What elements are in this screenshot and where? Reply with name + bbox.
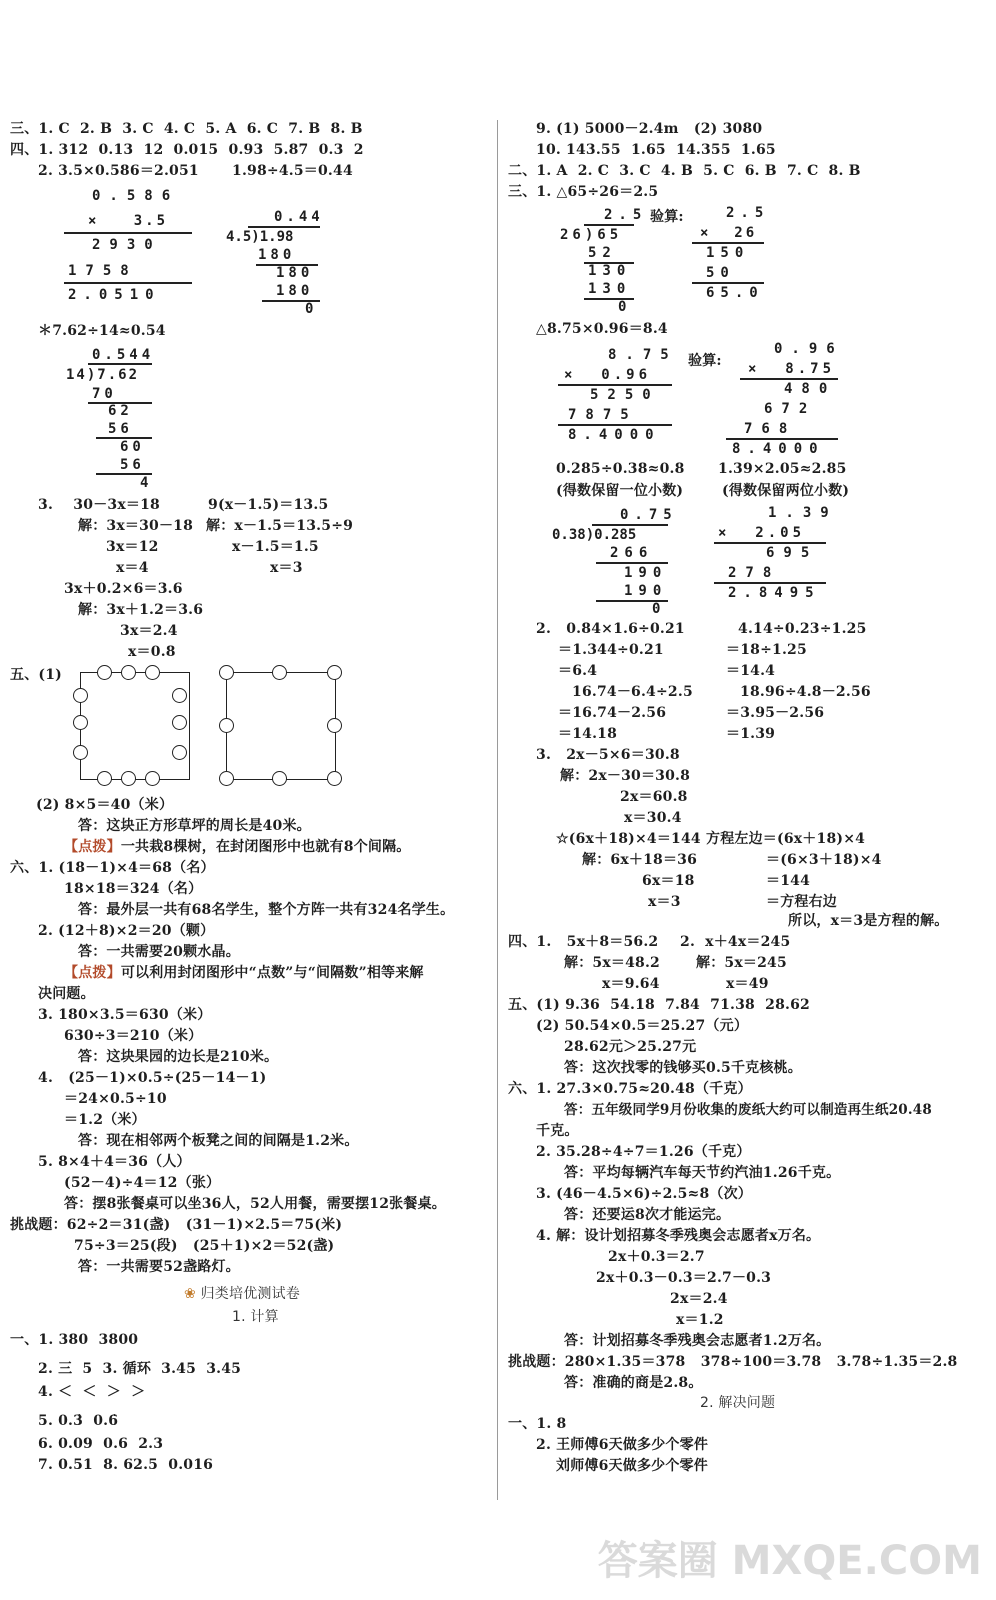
section-5-label: 五、(1) xyxy=(10,667,62,683)
calc-2b-2: ＝18÷1.25 xyxy=(726,642,807,658)
challenge-right: 挑战题：280×1.35＝378 378÷100＝3.78 3.78÷1.35＝2.8 xyxy=(508,1354,958,1370)
p6-answers: 6. 0.09 0.6 2.3 xyxy=(38,1436,164,1452)
s6-2-calc: 2. 35.28÷4÷7＝1.26（千克） xyxy=(536,1144,751,1160)
verify-3: ＝144 xyxy=(766,873,811,889)
section-2-answers: 二、1. A 2. C 3. C 4. B 5. C 6. B 7. C 8. B xyxy=(508,163,861,179)
q6-4-result: ＝1.2（米） xyxy=(64,1112,146,1128)
q9-answers: 9. (1) 5000－2.4m (2) 3080 xyxy=(536,121,763,137)
eq-3a-2: 解：2x－30＝30.8 xyxy=(560,768,691,784)
q6-4-step: ＝24×0.5÷10 xyxy=(64,1091,167,1107)
s6-4-answer: 答：计划招募冬季残奥会志愿者1.2万名。 xyxy=(564,1333,831,1349)
s6-1-calc: 六、1. 27.3×0.75≈20.48（千克） xyxy=(508,1081,752,1097)
approx-2: 1.39×2.05≈2.85 xyxy=(718,461,847,477)
q2-answer: 2. 王师傅6天做多少个零件 xyxy=(536,1437,709,1453)
q6-3-calc: 3. 180×3.5＝630（米） xyxy=(38,1007,212,1023)
q6-2-calc: 2. (12＋8)×2＝20（颗） xyxy=(38,923,215,939)
perimeter-answer: 答：这块正方形草坪的周长是40米。 xyxy=(78,818,311,834)
s4-eq-2b: 解：5x＝245 xyxy=(696,955,787,971)
section-3-q1: 三、1. △65÷26＝2.5 xyxy=(508,184,659,200)
paw-icon: ❀ xyxy=(184,1286,196,1302)
q1-answer: 一、1. 8 xyxy=(508,1416,567,1432)
keep-1: (得数保留一位小数) xyxy=(556,483,684,499)
tip-2: 【点拨】可以利用封闭图形中“点数”与“间隔数”相等来解 xyxy=(64,965,424,981)
verify-2: ＝(6×3＋18)×4 xyxy=(766,852,882,868)
challenge-left-answer: 答：一共需要52盏路灯。 xyxy=(78,1259,240,1275)
s6-1-answer-cont: 千克。 xyxy=(536,1123,579,1139)
q6-1-calc: 六、1. (18－1)×4＝68（名） xyxy=(10,860,215,876)
s6-4-eq4: x＝1.2 xyxy=(676,1312,724,1328)
eq-3b-2: 解：6x＋18＝36 xyxy=(582,852,698,868)
eq-3a-3: 2x＝60.8 xyxy=(620,789,688,805)
column-divider xyxy=(497,120,498,1500)
calc-2a-3: ＝6.4 xyxy=(558,663,598,679)
s4-eq-1b: 解：5x＝48.2 xyxy=(564,955,660,971)
calc-2a-1: 2. 0.84×1.6÷0.21 xyxy=(536,621,685,637)
s4-eq-1c: x＝9.64 xyxy=(602,976,660,992)
tip-1: 【点拨】一共栽8棵树，在封闭图形中也就有8个间隔。 xyxy=(64,839,411,855)
section-heading: ❀ 归类培优测试卷 xyxy=(184,1286,300,1302)
eq-3a-1: 3. 2x－5×6＝30.8 xyxy=(536,747,680,763)
verify-conclusion: 所以，x＝3是方程的解。 xyxy=(788,913,949,929)
approx-1: 0.285÷0.38≈0.8 xyxy=(556,461,685,477)
calc-2b-1: 4.14÷0.23÷1.25 xyxy=(738,621,867,637)
s5-compare: 28.62元＞25.27元 xyxy=(564,1039,697,1055)
q2-answer-b: 刘师傅6天做多少个零件 xyxy=(556,1458,708,1474)
keep-2: (得数保留两位小数) xyxy=(722,483,850,499)
calc-2d-1: 18.96÷4.8－2.56 xyxy=(740,684,871,700)
eq-3a-4: x＝30.4 xyxy=(624,810,682,826)
eq-3b-1: ☆(6x＋18)×4＝144 xyxy=(556,831,701,847)
challenge-left: 挑战题：62÷2＝31(盏) (31－1)×2.5＝75(米) xyxy=(10,1217,343,1233)
s6-4-setup: 4. 解：设计划招募冬季残奥会志愿者x万名。 xyxy=(536,1228,821,1244)
s6-1-answer: 答：五年级同学9月份收集的废纸大约可以制造再生纸20.48 xyxy=(564,1102,932,1118)
calc-2b-3: ＝14.4 xyxy=(726,663,776,679)
challenge-right-answer: 答：准确的商是2.8。 xyxy=(564,1375,703,1391)
q6-3-calc-b: 630÷3＝210（米） xyxy=(64,1028,203,1044)
calc-2d-2: ＝3.95－2.56 xyxy=(726,705,825,721)
p5-answers: 5. 0.3̇ 0.6̇ xyxy=(38,1413,119,1429)
q6-4-answer: 答：现在相邻两个板凳之间的间隔是1.2米。 xyxy=(78,1133,359,1149)
right-column: 9. (1) 5000－2.4m (2) 3080 10. 143.55 1.65 14.355 1.65 二、1. A 2. C 3. C 4. B 5. C 6. B 7. C 8. B 三、1. △65÷26＝2.5 2.5 26)65 52 130 130 0 验算: 2.5 × 26 150 50 65.0 △8.75×0.96＝8.4 8.75 × 0.96 5250 7875 8.4000 验算: 0.96 × 8.75 480 672 768 8.4000 0.285÷0.38≈0.8 1.39×2.05≈2.85 (得数保留一位小数) (得数保留两位小数) 0.75 0.38)0.285 266 190 190 0 1.39 × 2.05 695 278 2.8495 2. 0.84×1.6÷0.21 ＝1.344÷0.21 ＝6.4 16.74－6.4÷2.5 ＝16.74－2.56 ＝14.18 4.14÷0.23÷1.25 ＝18÷1.25 ＝14.4 18.96÷4.8－2.56 ＝3.95－2.56 ＝1.39 3. 2x－5×6＝30.8 解：2x－30＝30.8 2x＝60.8 x＝30.4 ☆(6x＋18)×4＝144 解：6x＋18＝36 6x＝18 x＝3 方程左边＝(6x＋18)×4 ＝(6×3＋18)×4 ＝144 ＝方程右边 所以，x＝3是方程的解。 四、1. 5x＋8＝56.2 解：5x＝48.2 x＝9.64 2. x＋4x＝245 解：5x＝245 x＝49 五、(1) 9.36 54.18 7.84 71.38 28.62 (2) 50.54×0.5＝25.27（元） 28.62元＞25.27元 答：这次找零的钱够买0.5千克核桃。 六、1. 27.3×0.75≈20.48（千克） 答：五年级同学9月份收集的废纸大约可以制造再生纸20.48 千克。 2. 35.28÷4÷7＝1.26（千克） 答：平均每辆汽车每天节约汽油1.26千克。 3. (46－4.5×6)÷2.5≈8（次） 答：还要运8次才能运完。 4. 解：设计划招募冬季残奥会志愿者x万名。 2x＋0.3＝2.7 2x＋0.3－0.3＝2.7－0.3 2x＝2.4 x＝1.2 答：计划招募冬季残奥会志愿者1.2万名。 挑战题：280×1.35＝378 378÷100＝3.78 3.78÷1.35＝2.8 答：准确的商是2.8。 2. 解决问题 一、1. 8 2. 王师傅6天做多少个零件 刘师傅6天做多少个零件 xyxy=(508,121,958,1474)
s6-3-answer: 答：还要运8次才能运完。 xyxy=(564,1207,731,1223)
calc-2a-2: ＝1.344÷0.21 xyxy=(558,642,664,658)
left-column: 三、1. C 2. B 3. C 4. C 5. A 6. C 7. B 8. B 四、1. 312 0.13 12 0.015 0.93 5.87 0.3 2 2. 3.5×0.586＝2.051 1.98÷4.5＝0.44 0.586 × 3.5 2930 1758 2.0510 0.44 4.5)1.98 180 180 180 0 ＊7.62÷14≈0.54 0.544 14)7.62 70 62 56 60 56 4 3. 30－3x＝18 解：3x＝30－18 3x＝12 x＝4 9(x－1.5)＝13.5 解：x－1.5＝13.5÷9 x－1.5＝1.5 x＝3 3x＋0.2×6＝3.6 解：3x＋1.2＝3.6 3x＝2.4 x＝0.8 五、(1) (2) 8×5＝40（米） 答：这块正方形草坪的周长是40米。 【点拨】一共栽8棵树，在封闭图形中也就有8个间隔。 六、1. (18－1)×4＝68（名） 18×18＝324（名） 答：最外层一共有68名学生，整个方阵一共有324名学生。 2. (12＋8)×2＝20（颗） 答：一共需要20颗水晶。 【点拨】可以利用封闭图形中“点数”与“间隔数”相等来解 决问题。 3. 180×3.5＝630（米） 630÷3＝210（米） 答：这块果园的边长是210米。 4. (25－1)×0.5÷(25－14－1) ＝24×0.5÷10 ＝1.2（米） 答：现在相邻两个板凳之间的间隔是1.2米。 5. 8×4＋4＝36（人） (52－4)÷4＝12（张） 答：摆8张餐桌可以坐36人，52人用餐，需要摆12张餐桌。 挑战题：62÷2＝31(盏) (31－1)×2.5＝75(米) 75÷3＝25(段) (25＋1)×2＝52(盏) 答：一共需要52盏路灯。 ❀ 归类培优测试卷 1. 计算 一、1. 380 3800 2. 三 5 3. 循环 3.45 3.45 4. ＜ ＜ ＞ ＞ 5. 0.3̇ 0.6̇ 6. 0.09 0.6 2.3 7. 0.51 8. 62.5 0.016 xyxy=(10,121,455,1473)
section-3-q2: △8.75×0.96＝8.4 xyxy=(536,321,668,337)
s6-4-eq2: 2x＋0.3－0.3＝2.7－0.3 xyxy=(596,1270,772,1286)
s5-answer: 答：这次找零的钱够买0.5千克核桃。 xyxy=(564,1060,802,1076)
calc-2c-2: ＝16.74－2.56 xyxy=(558,705,667,721)
s4-eq-2: 2. x＋4x＝245 xyxy=(680,934,791,950)
check-label-2: 验算: xyxy=(688,353,722,369)
calc-2c-3: ＝14.18 xyxy=(558,726,618,742)
q6-5-calc: 5. 8×4＋4＝36（人） xyxy=(38,1154,191,1170)
s6-4-eq3: 2x＝2.4 xyxy=(670,1291,728,1307)
s6-4-eq1: 2x＋0.3＝2.7 xyxy=(608,1249,705,1265)
challenge-left-b: 75÷3＝25(段) (25＋1)×2＝52(盏) xyxy=(74,1238,335,1254)
verify-1: 方程左边＝(6x＋18)×4 xyxy=(706,831,866,847)
s4-eq-1: 四、1. 5x＋8＝56.2 xyxy=(508,934,659,950)
q6-5-answer: 答：摆8张餐桌可以坐36人，52人用餐，需要摆12张餐桌。 xyxy=(64,1196,446,1212)
q6-2-answer: 答：一共需要20颗水晶。 xyxy=(78,944,240,960)
eq-3b-3: 6x＝18 xyxy=(642,873,695,889)
mult-equation: 2. 3.5×0.586＝2.051 xyxy=(38,163,199,179)
check-label-1: 验算: xyxy=(650,209,684,225)
section-3-answers: 三、1. C 2. B 3. C 4. C 5. A 6. C 7. B 8. B xyxy=(10,121,363,137)
p7-answers: 7. 0.51 8. 62.5 0.016 xyxy=(38,1457,214,1473)
s5-calc: (2) 50.54×0.5＝25.27（元） xyxy=(536,1018,749,1034)
q6-1-calc-b: 18×18＝324（名） xyxy=(64,881,203,897)
watermark-logo: 答案圈 MXQE.COM xyxy=(597,1538,982,1584)
s5-answers: 五、(1) 9.36 54.18 7.84 71.38 28.62 xyxy=(508,997,810,1013)
p1-answers: 一、1. 380 3800 xyxy=(10,1332,139,1348)
eq-3b-4: x＝3 xyxy=(648,894,681,910)
p4-answers: 4. ＜ ＜ ＞ ＞ xyxy=(38,1384,146,1400)
s6-3-calc: 3. (46－4.5×6)÷2.5≈8（次） xyxy=(536,1186,753,1202)
q6-4-calc: 4. (25－1)×0.5÷(25－14－1) xyxy=(38,1070,267,1086)
section-4-answers: 四、1. 312 0.13 12 0.015 0.93 5.87 0.3 2 xyxy=(10,142,364,158)
subsection-heading-1: 1. 计算 xyxy=(232,1309,279,1325)
p2-answers: 2. 三 5 3. 循环 3.45 3.45 xyxy=(38,1361,242,1377)
q10-answers: 10. 143.55 1.65 14.355 1.65 xyxy=(536,142,776,158)
calc-2d-3: ＝1.39 xyxy=(726,726,776,742)
q6-3-answer: 答：这块果园的边长是210米。 xyxy=(78,1049,279,1065)
perimeter-calc: (2) 8×5＝40（米） xyxy=(36,797,174,813)
q6-5-calc-b: (52－4)÷4＝12（张） xyxy=(64,1175,221,1191)
s6-2-answer: 答：平均每辆汽车每天节约汽油1.26千克。 xyxy=(564,1165,841,1181)
approx-division: ＊7.62÷14≈0.54 xyxy=(38,323,166,339)
div-equation: 1.98÷4.5＝0.44 xyxy=(232,163,353,179)
subsection-heading-2: 2. 解决问题 xyxy=(700,1395,776,1411)
verify-4: ＝方程右边 xyxy=(766,894,837,910)
s4-eq-2c: x＝49 xyxy=(726,976,769,992)
q6-1-answer: 答：最外层一共有68名学生，整个方阵一共有324名学生。 xyxy=(78,902,455,918)
tip-2-cont: 决问题。 xyxy=(38,986,95,1002)
calc-2c-1: 16.74－6.4÷2.5 xyxy=(572,684,693,700)
